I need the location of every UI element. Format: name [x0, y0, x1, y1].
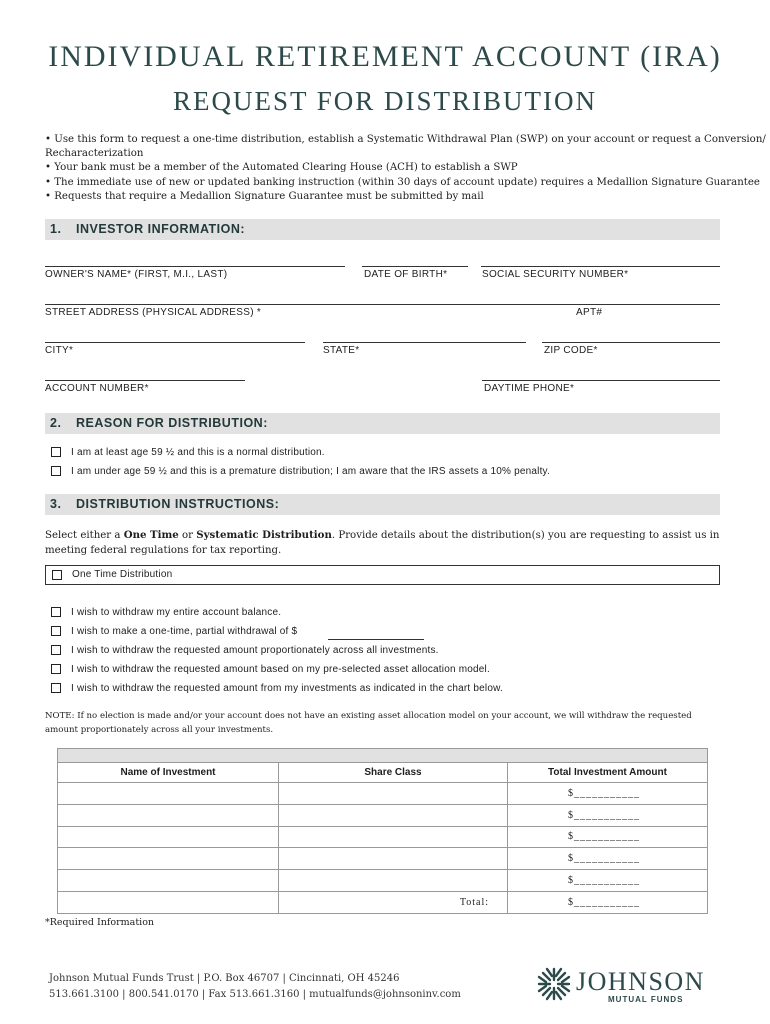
intro-text: . Provide details about the distribution(s) you are requesting to assist us in meeting federal regulations for tax reporting. [45, 530, 720, 556]
total-spacer-cell [58, 891, 279, 913]
intro-bullets [45, 133, 766, 204]
section-investor-information [45, 219, 720, 240]
amount-placeholder: $___________ [568, 787, 640, 799]
account-number-label: ACCOUNT NUMBER* [45, 383, 149, 394]
section-title: REASON FOR DISTRIBUTION: [76, 416, 268, 430]
account-number-field[interactable] [45, 380, 245, 381]
apt-label: APT# [576, 307, 603, 318]
total-amount-cell[interactable] [508, 891, 708, 913]
footer-address: Johnson Mutual Funds Trust | P.O. Box 46707 | Cincinnati, OH 45246 [49, 973, 400, 984]
section-reason-for-distribution [45, 413, 720, 434]
footer-phones: 513.661.3100 | 800.541.0170 | Fax 513.661.3160 | mutualfunds@johnsoninv.com [49, 989, 461, 1000]
premature-distribution-checkbox[interactable] [51, 466, 61, 476]
intro-text: Select either a [45, 530, 124, 541]
investment-name-cell[interactable] [58, 826, 279, 848]
required-information-note: *Required Information [45, 917, 155, 928]
distribution-instructions-intro [45, 528, 725, 558]
section-title: INVESTOR INFORMATION: [76, 222, 246, 236]
daytime-phone-label: DAYTIME PHONE* [484, 383, 575, 394]
city-label: CITY* [45, 345, 74, 356]
investment-table [57, 748, 708, 914]
table-row-total [58, 891, 708, 913]
one-time-distribution-label: One Time Distribution [72, 569, 173, 580]
total-amount-placeholder: $___________ [568, 896, 640, 908]
intro-bullet: • Requests that require a Medallion Signature Guarantee must be submitted by mail [45, 190, 484, 202]
one-time-distribution-box [45, 565, 720, 585]
amount-cell[interactable] [508, 783, 708, 805]
withdraw-entire-balance-label: I wish to withdraw my entire account balance. [71, 607, 282, 618]
intro-bullet: • Use this form to request a one-time distribution, establish a Systematic Withdrawal Plan (SWP) on your account or request a Conversion/ [45, 134, 766, 145]
investment-name-cell[interactable] [58, 804, 279, 826]
amount-cell[interactable] [508, 804, 708, 826]
amount-cell[interactable] [508, 848, 708, 870]
intro-text: or [178, 530, 197, 541]
ssn-label: SOCIAL SECURITY NUMBER* [482, 269, 629, 280]
owner-name-field[interactable] [45, 266, 345, 267]
section-number: 1. [50, 222, 62, 236]
amount-cell[interactable] [508, 870, 708, 892]
withdraw-entire-balance-checkbox[interactable] [51, 607, 61, 617]
city-field[interactable] [45, 342, 305, 343]
allocation-model-withdrawal-label: I wish to withdraw the requested amount based on my pre-selected asset allocation model. [71, 664, 490, 675]
partial-withdrawal-amount-field[interactable] [328, 639, 424, 640]
intro-bullet: Recharacterization [45, 148, 144, 160]
section-number: 3. [50, 497, 62, 511]
proportional-withdrawal-label: I wish to withdraw the requested amount proportionately across all investments. [71, 645, 439, 656]
page-title-line1: INDIVIDUAL RETIREMENT ACCOUNT (IRA) [48, 40, 722, 73]
amount-placeholder: $___________ [568, 809, 640, 821]
investment-name-cell[interactable] [58, 783, 279, 805]
total-label: Total: [459, 896, 489, 908]
owner-name-label: OWNER'S NAME* (FIRST, M.I., LAST) [45, 269, 228, 280]
share-class-cell[interactable] [279, 804, 508, 826]
daytime-phone-field[interactable] [482, 380, 720, 381]
zip-label: ZIP CODE* [544, 345, 598, 356]
street-address-label: STREET ADDRESS (PHYSICAL ADDRESS) * [45, 307, 262, 318]
table-row [58, 783, 708, 805]
share-class-cell[interactable] [279, 848, 508, 870]
share-class-cell[interactable] [279, 870, 508, 892]
dob-label: DATE OF BIRTH* [364, 269, 448, 280]
intro-bullet: • Your bank must be a member of the Automated Clearing House (ACH) to establish a SWP [45, 162, 518, 174]
section-title: DISTRIBUTION INSTRUCTIONS: [76, 497, 280, 511]
table-row [58, 804, 708, 826]
amount-placeholder: $___________ [568, 875, 640, 887]
logo-subtitle: MUTUAL FUNDS [608, 995, 684, 1004]
intro-bullet: • The immediate use of new or updated banking instruction (within 30 days of account update) requires a Medallion Signature Guarantee [45, 176, 760, 188]
premature-distribution-label: I am under age 59 ½ and this is a premature distribution; I am aware that the IRS assets a 10% penalty. [71, 466, 550, 477]
share-class-cell[interactable] [279, 783, 508, 805]
chart-withdrawal-label: I wish to withdraw the requested amount from my investments as indicated in the chart below. [71, 683, 503, 694]
johnson-logo [536, 966, 726, 1006]
street-address-field[interactable] [45, 304, 720, 305]
col-share-class: Share Class [279, 763, 508, 783]
normal-distribution-checkbox[interactable] [51, 447, 61, 457]
zip-field[interactable] [542, 342, 720, 343]
section-number: 2. [50, 416, 62, 430]
investment-name-cell[interactable] [58, 848, 279, 870]
partial-withdrawal-label: I wish to make a one-time, partial withdrawal of $ [71, 626, 298, 637]
logo-wordmark: JOHNSON [576, 967, 705, 996]
amount-placeholder: $___________ [568, 853, 640, 865]
table-row [58, 826, 708, 848]
normal-distribution-label: I am at least age 59 ½ and this is a normal distribution. [71, 447, 325, 458]
col-name-of-investment: Name of Investment [58, 763, 279, 783]
allocation-model-withdrawal-checkbox[interactable] [51, 664, 61, 674]
amount-cell[interactable] [508, 826, 708, 848]
investment-name-cell[interactable] [58, 870, 279, 892]
table-header-bar [58, 749, 708, 763]
state-label: STATE* [323, 345, 360, 356]
partial-withdrawal-checkbox[interactable] [51, 626, 61, 636]
allocation-note: NOTE: If no election is made and/or your account does not have an existing asset allocation model on your account, we will withdraw the requested amount proportionately across all your investments. [45, 711, 692, 735]
table-row [58, 848, 708, 870]
dob-field[interactable] [362, 266, 468, 267]
footer-contact [49, 971, 461, 1003]
col-total-investment-amount: Total Investment Amount [508, 763, 708, 783]
share-class-cell[interactable] [279, 826, 508, 848]
table-row [58, 870, 708, 892]
state-field[interactable] [323, 342, 526, 343]
intro-systematic: Systematic Distribution [196, 529, 332, 541]
ssn-field[interactable] [481, 266, 720, 267]
johnson-logo-icon [536, 966, 572, 1002]
section-distribution-instructions [45, 494, 720, 515]
total-label-cell [279, 891, 508, 913]
one-time-distribution-checkbox[interactable] [52, 570, 62, 580]
page-title-line2: REQUEST FOR DISTRIBUTION [172, 86, 598, 116]
amount-placeholder: $___________ [568, 831, 640, 843]
intro-one-time: One Time [123, 529, 179, 541]
chart-withdrawal-checkbox[interactable] [51, 683, 61, 693]
proportional-withdrawal-checkbox[interactable] [51, 645, 61, 655]
